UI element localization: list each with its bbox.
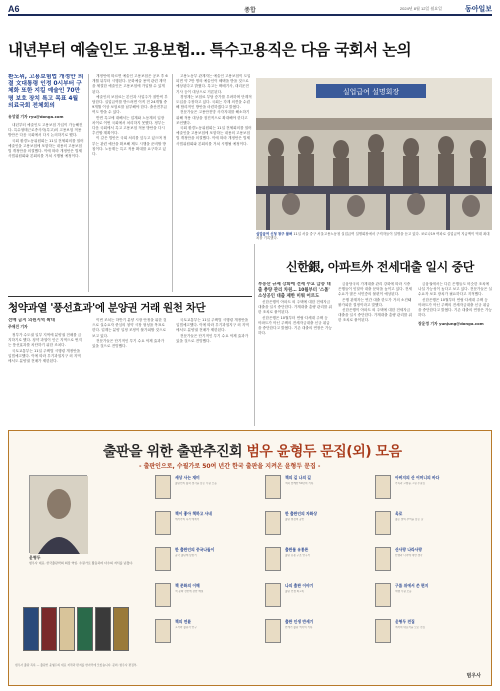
main-headline: 내년부터 예술인도 고용보험… 특수고용직은 다음 국회서 논의 — [8, 41, 412, 59]
book-description: 출판 유통 구조 연구서 — [285, 554, 311, 557]
book-list-item — [265, 583, 373, 613]
book-list-item — [375, 511, 483, 541]
book-description: 출판 인생 회고록 — [285, 590, 305, 593]
book-description: 가족과 고향을 그린 수필집 — [395, 482, 426, 485]
lead-paragraph: 국회 환경노동위원회는 11일 전체회의를 열어 예술인을 고용보험에 포함하는 내용의 고용보험법 개정안을 의결했다. 이에 따라 개정안은 법제사법위원회와 본회의를 거쳐 시행될 예정이다. — [176, 126, 252, 146]
book-list-item — [155, 583, 263, 613]
book-list-item — [265, 619, 373, 649]
book-title: 옥로 — [395, 511, 403, 516]
article2-subheading: 전매 금지 의원지역 확대 — [8, 318, 56, 323]
book-advertisement — [8, 430, 492, 686]
article3-byline: 장윤정 기자 yunjung@donga.com — [418, 321, 484, 327]
lead-paragraph: 개정안에 따르면 예술인 고용보험은 공포 후 6개월 뒤부터 시행된다. 문화예술 용역 관련 계약을 체결한 예술인은 고용보험에 가입할 수 있게 된다. — [92, 74, 168, 94]
article2-body-col2 — [92, 318, 168, 426]
news-photo — [256, 78, 492, 230]
book-list-item — [375, 547, 483, 577]
article3-paragraph: 신한은행은 10월부터 연립·다세대 주택 등 아파트가 아닌 주택의 전세자금대출 신규 취급을 중단한다고 밝혔다. 기존 대출의 연장은 가능하다. — [258, 315, 332, 336]
book-description: 출판인의 삶과 생각을 담은 수필 모음 — [175, 482, 217, 485]
book-cover — [265, 475, 281, 499]
book-title: 아버지의 산 어머니의 바다 — [395, 475, 440, 480]
book-cover — [375, 511, 391, 535]
book-description: 출판 현장의 증언 — [285, 518, 305, 521]
issue-date: 2024년 8월 12일 월요일 — [399, 6, 442, 11]
book-cover — [265, 547, 281, 571]
article2-paragraph: 이번 조치는 하반기 분양 시장 안정을 위한 것으로 실수요자 중심의 청약 시장 형성을 목표로 한다. 업계는 분양 일정 조정이 불가피할 것으로 보고 있다. — [92, 318, 167, 338]
book-list-item — [265, 511, 373, 541]
ad-title-pre: 출판을 위한 출판추진회 — [103, 444, 242, 460]
book-title: 윤형두 전집 — [395, 619, 415, 624]
author-name: 윤형두 — [29, 555, 41, 560]
article3-col1 — [258, 282, 332, 426]
book-title: 한 출판인의 자화상 — [285, 511, 317, 516]
book-list-item — [265, 475, 373, 505]
book-cover — [375, 583, 391, 607]
ad-title — [103, 441, 402, 461]
lead-paragraph: 전문가들은 고용안전망 사각지대를 해소하기 위해 적용 대상을 점진적으로 확대해야 한다고 조언했다. — [176, 110, 250, 125]
lead-paragraph: 내년부터 예술인도 고용보험 가입이 가능해진다. 특수형태근로종사자(특고)의 고용보험 적용 방안은 다음 국회에서 다시 논의하기로 했다. — [8, 123, 83, 138]
book-title: 책 문화의 이해 — [175, 583, 200, 588]
article2-paragraph: 전문가들은 단기적인 투기 수요 억제 효과가 있을 것으로 전망했다. — [92, 338, 165, 349]
newspaper-logo: 동아일보 — [464, 5, 492, 13]
caption-text: 11일 서울 중구 서울고용노동청 실업급여 설명회장에서 구직자들이 설명을 듣고 있다. 코로나19 여파로 실업급여 지급액이 역대 최대치를 기록했다. — [256, 232, 490, 241]
article3-col2 — [338, 282, 412, 426]
book-set-image — [23, 607, 143, 657]
lead-paragraph: 이 같은 법안은 국회 처리를 앞두고 있으며 정부는 관련 예산을 확보해 제도 시행을 준비할 방침이다. 노동계는 특고 적용 확대를 요구하고 있다. — [92, 136, 167, 157]
article3-paragraph: 신한은행이 아파트 외 주택에 대한 전세자금대출을 일시 중단한다. 가계대출 총량 관리를 위한 조치로 풀이된다. — [338, 308, 412, 323]
article2-paragraph: 전문가들은 단기적인 투기 수요 억제 효과가 있을 것으로 전망했다. — [176, 333, 249, 343]
book-description: 여행 수필 모음 — [395, 590, 412, 593]
book-cover — [155, 619, 171, 643]
lead-paragraph: 경영계는 보험료 부담 증가를 우려하며 단계적 도입을 주장하고 있다. 국회는 각계 의견을 수렴해 합리적인 방안을 마련하겠다고 밝혔다. — [176, 94, 252, 110]
book-description: 산행과 나라에 대한 생각 — [395, 554, 423, 557]
article3-subheading: 부동산 규제 강화에 전세 수요 급증 대출 총량 관리 차원… 10월부터 '스톱' 소상공인 대출 제한 미뤄 어르도 — [258, 282, 331, 299]
book-description: 책과 함께한 50년의 기록 — [285, 482, 314, 485]
book-description: 저자의 대표작을 모은 전집 — [395, 626, 426, 629]
author-portrait — [29, 475, 87, 553]
lead-article-col3 — [176, 74, 252, 292]
book-cover — [375, 547, 391, 571]
book-title: 나의 출판 이야기 — [285, 583, 314, 588]
lead-byline: 유성열 기자 ryu@donga.com — [8, 114, 64, 120]
page-header — [8, 4, 492, 16]
lead-paragraph: 예술인의 보험료는 본인과 사업주가 절반씩 부담한다. 실업급여를 받으려면 이직 전 24개월 중 9개월 이상 보험료를 납부해야 한다. 출산전후급여도 받을 수 있다. — [92, 94, 168, 115]
book-description: 젊은 날의 추억을 담은 글 — [395, 518, 424, 521]
article3-paragraph: 금융권에서는 다른 은행들도 비슷한 조치에 나설 가능성이 높다고 보고 있다. 전문가들은 실수요자 보호 장치가 필요하다고 지적했다. — [418, 282, 492, 297]
book-description: 애서가의 독서 에세이 — [175, 518, 200, 521]
book-title: 출판 인생 반세기 — [285, 619, 314, 624]
caption-label: 실업급여 신청 창구 붐벼 — [256, 232, 293, 236]
page-number: A6 — [8, 4, 20, 14]
book-list-item — [155, 619, 263, 649]
article2-title: 청약과열 '풍선효과'에 분양권 거래 원천 차단 — [8, 302, 206, 314]
book-list-item — [155, 511, 263, 541]
book-list-item — [155, 547, 263, 577]
article3-paragraph: 은행 관계자는 연간 대출 한도가 거의 소진돼 불가피한 결정이라고 말했다. — [338, 297, 412, 307]
article3-paragraph: 신한은행이 아파트 외 주택에 대한 전세자금대출을 일시 중단한다. 가계대출 총량 관리를 위한 조치로 풀이된다. — [258, 300, 332, 315]
book-cover — [265, 619, 281, 643]
book-description: 중국 출판계 탐방기 — [175, 554, 197, 557]
ad-subtitle: - 출판인으로, 수필가로 50여 년간 한국 출판을 지켜온 윤형두 문집 - — [139, 463, 321, 470]
book-list-item — [375, 475, 483, 505]
book-list-item — [375, 583, 483, 613]
article2-paragraph: 국토교통부는 11일 주택법 시행령 개정안을 입법예고했다. 이에 따라 투기과열지구 외 지역에서도 분양권 전매가 제한된다. — [8, 348, 81, 364]
book-cover — [265, 583, 281, 607]
book-cover — [375, 619, 391, 643]
book-title: 산사랑 나라사랑 — [395, 547, 422, 552]
lead-paragraph: 반면 특고에 대해서는 업계와 노동계의 입장 차이로 이번 국회에서 처리하지 못했다. 정부는 다음 국회에서 특고 고용보험 적용 방안을 다시 추진할 계획이다. — [92, 115, 165, 136]
article2-body — [8, 318, 84, 426]
book-description: 고서와 출판사 연구 — [175, 626, 197, 629]
author-bio: 범우사 대표, 한국출판학회 회장 역임. 수필가로 활동하며 다수의 저서를 남겼다. — [29, 561, 134, 565]
section-name: 종합 — [244, 8, 256, 14]
book-cover — [375, 475, 391, 499]
publisher-name: 범우사 — [466, 673, 481, 679]
book-description: 반세기 출판 역사의 기록 — [285, 626, 313, 629]
article3-paragraph: 금융당국의 가계대출 관리 강화에 따라 시중은행들이 잇달아 대출 문턱을 높이고 있다. 전세 수요가 많은 서민층의 불편이 예상된다. — [338, 282, 412, 297]
book-cover — [155, 583, 171, 607]
book-cover — [155, 511, 171, 535]
ad-footer: 범우사 출판 목록 — 출판인 윤형두의 대표 저작과 편저를 한자리에 모았습니다. 문의: 범우사 편집부. — [15, 663, 138, 667]
book-cover — [155, 475, 171, 499]
article3-paragraph: 신한은행은 10월부터 연립·다세대 주택 등 아파트가 아닌 주택의 전세자금대출 신규 취급을 중단한다고 밝혔다. 기존 대출의 연장은 가능하다. — [418, 297, 492, 318]
article2-body-col3 — [176, 318, 252, 426]
book-title: 세상 사는 재미 — [175, 475, 200, 480]
ad-title-main: 범우 윤형두 문집(외) 모음 — [246, 444, 402, 460]
book-cover — [155, 547, 171, 571]
lead-subheading: 환노위, 고용보험법 개정안 의결 文대통령 인정 0시부터 구체화 또한 지킬 예술인 70만명 보호 장치 특고 목표 4월 의료국회 전체회의 — [8, 74, 84, 109]
lead-paragraph: 국회 환경노동위원회는 11일 전체회의를 열어 예술인을 고용보험에 포함하는 내용의 고용보험법 개정안을 의결했다. 이에 따라 개정안은 법제사법위원회와 본회의를 거쳐 시행될 예정이다. — [8, 138, 84, 159]
book-title: 책의 길 나의 길 — [285, 475, 311, 480]
book-list-item — [375, 619, 483, 649]
photo-caption — [256, 232, 492, 241]
book-title: 출판물 유통론 — [285, 547, 309, 552]
article2-paragraph: 국토교통부는 11일 주택법 시행령 개정안을 입법예고했다. 이에 따라 투기과열지구 외 지역에서도 분양권 전매가 제한된다. — [176, 318, 249, 333]
book-title: 책이 좋아 책하고 사네 — [175, 511, 212, 516]
article2-paragraph: 정부가 수도권 일부 지역에 분양권 전매를 금지하기로 했다. 청약 과열이 인근 지역으로 번지는 풍선효과를 차단하기 위한 조치다. — [8, 333, 82, 348]
lead-article-col2 — [92, 74, 168, 292]
book-cover — [265, 511, 281, 535]
book-title: 구름 위에서 쓴 편지 — [395, 583, 429, 588]
lead-paragraph: 고용노동부 관계자는 예술인 고용보험이 도입되면 약 7만 명의 예술인이 혜택을 받을 것으로 예상된다고 밝혔다. 특고는 택배기사, 대리운전 기사 등이 대상으로 거론된다. — [176, 74, 251, 94]
article3-col3 — [418, 282, 492, 426]
article3-title: 신한銀, 아파트外 전세대출 일시 중단 — [286, 260, 474, 274]
book-description: 책 문화 전반에 관한 해설 — [175, 590, 204, 593]
book-title: 한 출판인의 중국나들이 — [175, 547, 215, 552]
book-title: 책의 연륜 — [175, 619, 191, 624]
book-list-item — [155, 475, 263, 505]
book-list-item — [265, 547, 373, 577]
article2-byline: 주애진 기자 — [8, 324, 28, 329]
photo-sign: 실업급여 설명회장 — [342, 88, 400, 96]
